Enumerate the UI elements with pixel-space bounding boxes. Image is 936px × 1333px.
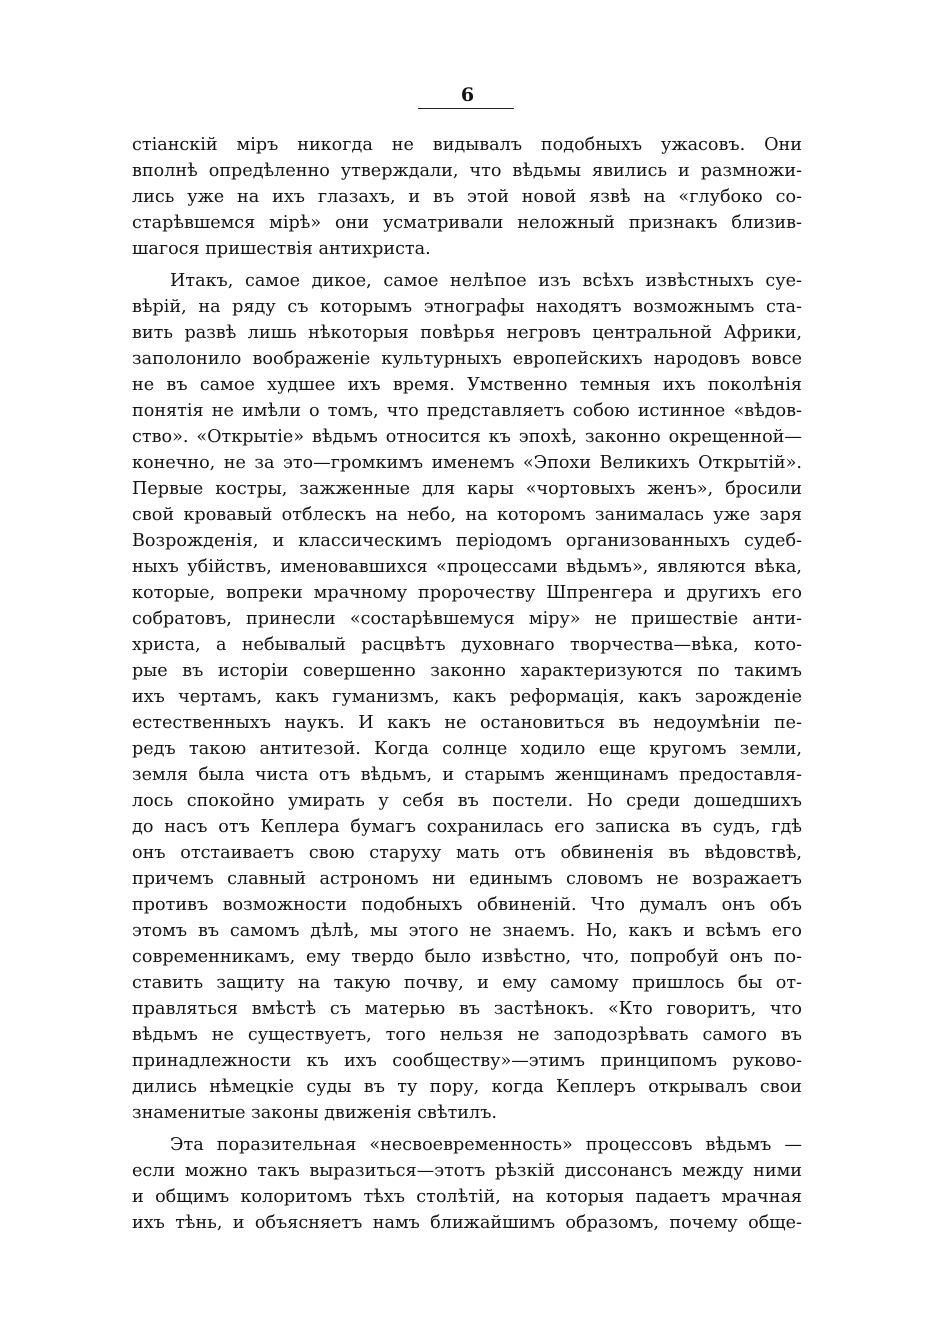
page-number-rule — [418, 108, 514, 109]
text-line: рые въ исторіи совершенно законно характеризуются по такимъ — [132, 661, 802, 681]
text-line: если можно такъ выразиться—этотъ рѣзкій диссонансъ между ними — [132, 1161, 802, 1181]
text-line: естественныхъ наукъ. И какъ не остановиться въ недоумѣніи пе- — [132, 713, 802, 733]
text-line: ставить защиту на такую почву, и ему самому пришлось бы от- — [132, 973, 802, 993]
text-line: конечно, не за это—громкимъ именемъ «Эпохи Великихъ Открытій». — [132, 453, 802, 473]
text-line: этомъ въ самомъ дѣлѣ, мы этого не знаемъ. Но, какъ и всѣмъ его — [132, 921, 802, 941]
text-line: шагося пришествія антихриста. — [132, 239, 431, 259]
text-line: лись уже на ихъ глазахъ, и въ этой новой язвѣ на «глубоко со- — [132, 187, 802, 207]
text-line: заполонило воображеніе культурныхъ европейскихъ народовъ вовсе — [132, 349, 802, 369]
text-line: старѣвшемся мірѣ» они усматривали неложный признакъ близив- — [132, 213, 802, 233]
text-line: ихъ тѣнь, и объясняетъ намъ ближайшимъ образомъ, почему обще- — [132, 1213, 802, 1233]
text-line: стіанскій міръ никогда не видывалъ подобныхъ ужасовъ. Они — [132, 135, 802, 155]
text-line: вѣдьмъ не существуетъ, того нельзя не заподозрѣвать самого въ — [132, 1025, 802, 1045]
text-line: редъ такою антитезой. Когда солнце ходило еще кругомъ земли, — [132, 739, 802, 759]
text-line: ныхъ убійствъ, именовавшихся «процессами вѣдьмъ», являются вѣка, — [132, 557, 802, 577]
text-line: вить развѣ лишь нѣкоторыя повѣрья негровъ центральной Африки, — [132, 323, 802, 343]
text-line: которые, вопреки мрачному пророчеству Шпренгера и другихъ его — [132, 583, 802, 603]
text-line: Эта поразительная «несвоевременность» процессовъ вѣдьмъ — — [170, 1135, 802, 1155]
paragraph — [132, 132, 802, 262]
text-line: вѣрій, на ряду съ которымъ этнографы находятъ возможнымъ ста- — [132, 297, 802, 317]
text-line: христа, а небывалый расцвѣтъ духовнаго творчества—вѣка, кото- — [132, 635, 802, 655]
page-number: 6 — [460, 84, 476, 106]
text-line: ство». «Открытіе» вѣдьмъ относится къ эпохѣ, законно окрещенной— — [132, 427, 802, 447]
text-line: причемъ славный астрономъ ни единымъ словомъ не возражаетъ — [132, 869, 802, 889]
text-line: понятія не имѣли о томъ, что представляетъ собою истинное «вѣдов- — [132, 401, 802, 421]
text-line: лось спокойно умирать у себя въ постели. Но среди дошедшихъ — [132, 791, 802, 811]
text-line: принадлежности къ ихъ сообществу»—этимъ принципомъ руково- — [132, 1051, 802, 1071]
text-line: Возрожденія, и классическимъ періодомъ организованныхъ судеб- — [132, 531, 802, 551]
text-line: знаменитые законы движенія свѣтилъ. — [132, 1103, 497, 1123]
paragraph — [132, 268, 802, 1126]
text-line: онъ отстаиваетъ свою старуху мать отъ обвиненія въ вѣдовствѣ, — [132, 843, 802, 863]
text-line: противъ возможности подобныхъ обвиненій. Что думалъ онъ объ — [132, 895, 802, 915]
text-line: Первые костры, зажженные для кары «чортовыхъ женъ», бросили — [132, 479, 802, 499]
text-line: ихъ чертамъ, какъ гуманизмъ, какъ реформація, какъ зарожденіе — [132, 687, 802, 707]
text-line: и общимъ колоритомъ тѣхъ столѣтій, на которыя падаетъ мрачная — [132, 1187, 802, 1207]
text-line: правляться вмѣстѣ съ матерью въ застѣнокъ. «Кто говоритъ, что — [132, 999, 802, 1019]
text-line: современникамъ, ему твердо было извѣстно, что, попробуй онъ по- — [132, 947, 802, 967]
text-line: Итакъ, самое дикое, самое нелѣпое изъ всѣхъ извѣстныхъ суе- — [170, 271, 802, 291]
text-line: собратовъ, принесли «состарѣвшемуся міру» не пришествіе анти- — [132, 609, 802, 629]
text-line: вполнѣ опредѣленно утверждали, что вѣдьмы явились и размножи- — [132, 161, 802, 181]
text-line: до насъ отъ Кеплера бумагъ сохранилась его записка въ судъ, гдѣ — [132, 817, 802, 837]
text-line: свой кровавый отблескъ на небо, на которомъ занималась уже заря — [132, 505, 802, 525]
body-text — [132, 132, 802, 1236]
text-line: земля была чиста отъ вѣдьмъ, и старымъ женщинамъ предоставля- — [132, 765, 802, 785]
text-line: не въ самое худшее ихъ время. Умственно темныя ихъ поколѣнія — [132, 375, 802, 395]
text-line: дились нѣмецкіе суды въ ту пору, когда Кеплеръ открывалъ свои — [132, 1077, 802, 1097]
paragraph — [132, 1132, 802, 1236]
